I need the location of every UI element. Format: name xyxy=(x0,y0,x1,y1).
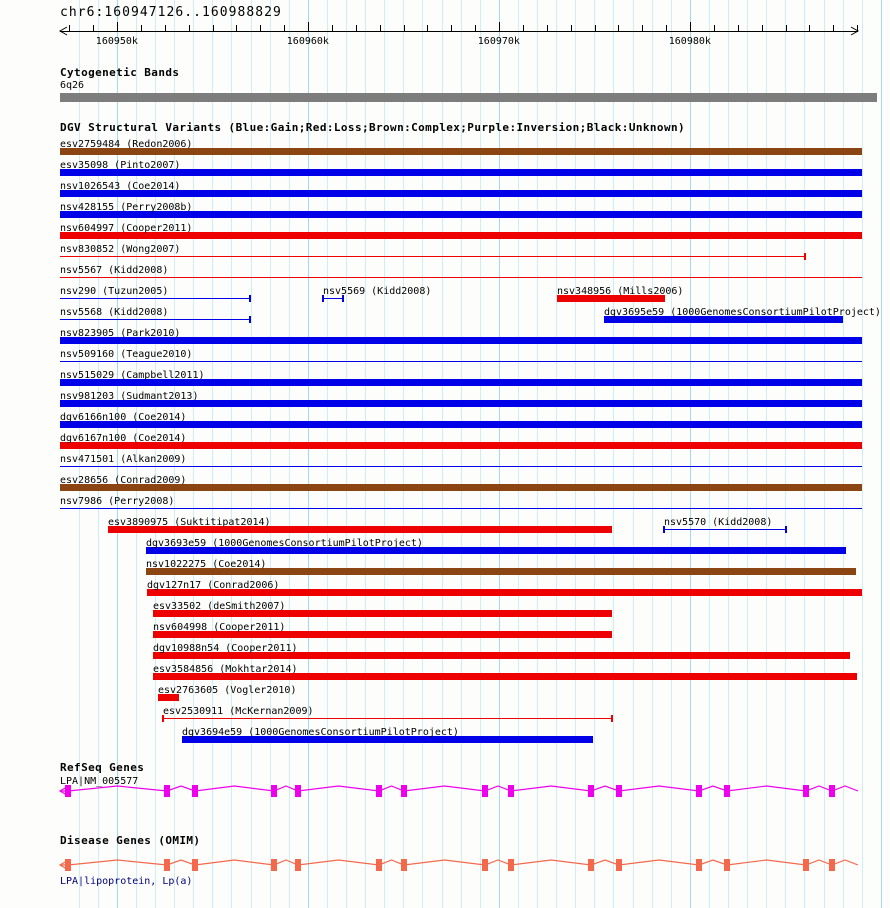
variant-label: esv33502 (deSmith2007) xyxy=(153,601,286,612)
gene-exon[interactable] xyxy=(164,859,170,871)
refseq-gene-LPA[interactable] xyxy=(60,785,858,797)
variant-label: nsv1026543 (Coe2014) xyxy=(60,181,181,192)
variant-label: nsv290 (Tuzun2005) xyxy=(60,286,169,297)
variant-label: esv3890975 (Suktitipat2014) xyxy=(108,517,271,528)
gene-exon[interactable] xyxy=(696,785,702,797)
axis-tick-label: 160980k xyxy=(668,36,711,47)
cytoband-name: 6q26 xyxy=(60,80,85,91)
variant-label: nsv348956 (Mills2006) xyxy=(557,286,684,297)
gene-exon[interactable] xyxy=(401,785,407,797)
gene-exon[interactable] xyxy=(192,785,198,797)
gene-exon[interactable] xyxy=(508,785,514,797)
gene-exon[interactable] xyxy=(588,859,594,871)
gene-exon[interactable] xyxy=(295,785,301,797)
variant-label: nsv823905 (Park2010) xyxy=(60,328,181,339)
gene-exon[interactable] xyxy=(829,785,835,797)
variant-label: nsv5567 (Kidd2008) xyxy=(60,265,169,276)
variant-label: dgv3694e59 (1000GenomesConsortiumPilotProject) xyxy=(182,727,459,738)
variant-label: nsv428155 (Perry2008b) xyxy=(60,202,193,213)
variant-label: nsv471501 (Alkan2009) xyxy=(60,454,187,465)
gene-exon[interactable] xyxy=(616,859,622,871)
gene-exon[interactable] xyxy=(401,859,407,871)
variant-end-tick xyxy=(611,715,613,722)
gene-exon[interactable] xyxy=(803,859,809,871)
omim-gene-label: LPA|lipoprotein, Lp(a) xyxy=(60,876,193,887)
variant-end-tick xyxy=(785,526,787,533)
gene-exon[interactable] xyxy=(724,859,730,871)
gene-intron-line xyxy=(60,860,858,865)
gene-exon[interactable] xyxy=(271,785,277,797)
axis-tick-label: 160970k xyxy=(477,36,520,47)
gene-exon[interactable] xyxy=(508,859,514,871)
cytobands-title: Cytogenetic Bands xyxy=(60,66,180,79)
gene-exon[interactable] xyxy=(482,785,488,797)
gene-exon[interactable] xyxy=(295,859,301,871)
variant-label: nsv830852 (Wong2007) xyxy=(60,244,181,255)
variant-label: esv2763605 (Vogler2010) xyxy=(158,685,297,696)
axis-tick-label: 160960k xyxy=(286,36,329,47)
dgv-track-title: DGV Structural Variants (Blue:Gain;Red:Loss;Brown:Complex;Purple:Inversion;Black:Unknown) xyxy=(60,121,686,134)
variant-label: dgv10988n54 (Cooper2011) xyxy=(153,643,298,654)
gene-exon[interactable] xyxy=(588,785,594,797)
variant-label: esv2759484 (Redon2006) xyxy=(60,139,193,150)
variant-label: esv35098 (Pinto2007) xyxy=(60,160,181,171)
gene-exon[interactable] xyxy=(482,859,488,871)
gene-exon[interactable] xyxy=(803,785,809,797)
cytoband-bar[interactable] xyxy=(60,93,877,102)
variant-end-tick xyxy=(804,253,806,260)
gene-exon[interactable] xyxy=(164,785,170,797)
variant-label: dgv127n17 (Conrad2006) xyxy=(147,580,280,591)
variant-label: dgv6166n100 (Coe2014) xyxy=(60,412,187,423)
variant-label: nsv981203 (Sudmant2013) xyxy=(60,391,199,402)
gene-exon[interactable] xyxy=(616,785,622,797)
refseq-gene-label: LPA|NM_005577 xyxy=(60,776,139,787)
variant-end-tick xyxy=(249,316,251,323)
variant-label: dgv6167n100 (Coe2014) xyxy=(60,433,187,444)
variant-label: nsv509160 (Teague2010) xyxy=(60,349,193,360)
variant-label: nsv604997 (Cooper2011) xyxy=(60,223,193,234)
variant-label: nsv5568 (Kidd2008) xyxy=(60,307,169,318)
refseq-track-title: RefSeq Genes xyxy=(60,761,145,774)
gene-exon[interactable] xyxy=(376,785,382,797)
omim-gene-LPA[interactable] xyxy=(60,859,858,871)
gene-exon[interactable] xyxy=(192,859,198,871)
gene-intron-line xyxy=(60,786,858,791)
variant-label: nsv1022275 (Coe2014) xyxy=(146,559,267,570)
gene-exon[interactable] xyxy=(829,859,835,871)
variant-label: dgv3693e59 (1000GenomesConsortiumPilotProject) xyxy=(146,538,423,549)
variant-label: nsv7986 (Perry2008) xyxy=(60,496,175,507)
axis-tick-label: 160950k xyxy=(95,36,138,47)
region-label: chr6:160947126..160988829 xyxy=(60,5,282,20)
variant-label: dgv3695e59 (1000GenomesConsortiumPilotProject) xyxy=(604,307,881,318)
gene-exon[interactable] xyxy=(696,859,702,871)
variant-label: esv2530911 (McKernan2009) xyxy=(163,706,314,717)
gene-exon[interactable] xyxy=(65,859,71,871)
variant-label: nsv5570 (Kidd2008) xyxy=(664,517,773,528)
variant-label: nsv5569 (Kidd2008) xyxy=(323,286,432,297)
gene-exon[interactable] xyxy=(724,785,730,797)
gene-exon[interactable] xyxy=(271,859,277,871)
gene-exon[interactable] xyxy=(376,859,382,871)
variant-label: nsv515029 (Campbell2011) xyxy=(60,370,205,381)
variant-label: esv3584856 (Mokhtar2014) xyxy=(153,664,298,675)
omim-track-title: Disease Genes (OMIM) xyxy=(60,834,201,847)
variant-end-tick xyxy=(249,295,251,302)
variant-label: esv28656 (Conrad2009) xyxy=(60,475,187,486)
variant-label: nsv604998 (Cooper2011) xyxy=(153,622,286,633)
